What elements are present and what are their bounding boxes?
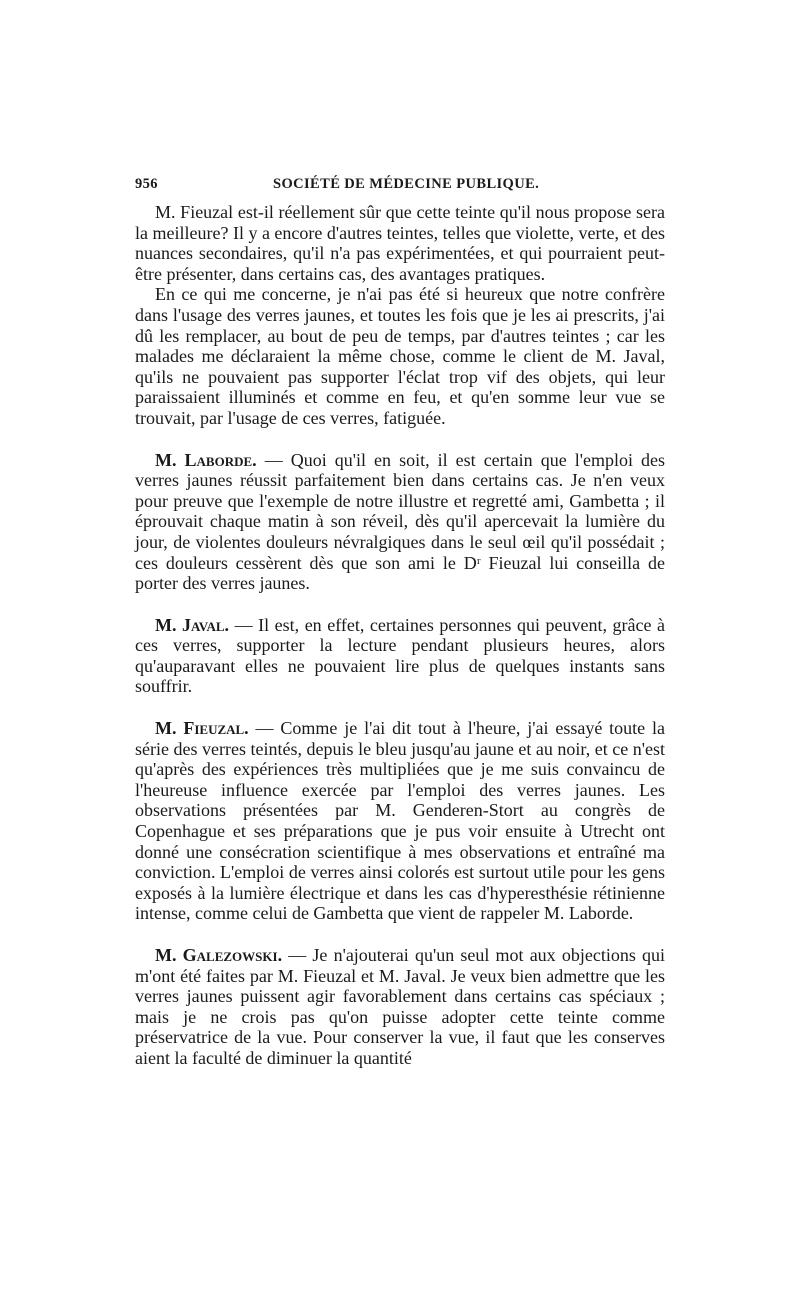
speaker-name: M. Fieuzal. <box>155 718 249 739</box>
page-number: 956 <box>135 176 158 192</box>
paragraph-text: — Quoi qu'il en soit, il est certain que l'emploi des verres jaunes réussit parfaitement bien dans certains cas. Je n'en veux pour preuve que l'exemple de notre illustre et regretté ami, Gambetta ; il éprouvait chaque matin à son réveil, dès qu'il apercevait la lumière du jour, de violentes douleurs névralgiques dans le seul œil qu'il possédait ; ces douleurs cessèrent dès que son ami le Dʳ Fieuzal lui conseilla de porter des verres jaunes. <box>135 449 665 594</box>
running-title: SOCIÉTÉ DE MÉDECINE PUBLIQUE. <box>273 176 540 192</box>
book-page <box>135 176 665 1069</box>
paragraph-galezowski-experience <box>135 284 665 428</box>
speaker-name: M. Laborde. <box>155 449 257 470</box>
paragraph-gap <box>135 697 665 718</box>
paragraph-fieuzal-question <box>135 202 665 284</box>
paragraph-galezowski <box>135 945 665 1069</box>
paragraph-text: — Il est, en effet, certaines personnes qui peuvent, grâce à ces verres, supporter la lecture pendant plusieurs heures, alors qu'auparavant elles ne pouvaient lire plus de quelques instants sans souffrir. <box>135 614 665 697</box>
paragraph-laborde <box>135 450 665 594</box>
paragraph-text: En ce qui me concerne, je n'ai pas été si heureux que notre confrère dans l'usage des verres jaunes, et toutes les fois que je les ai prescrits, j'ai dû les remplacer, au bout de peu de temps, par d'autres teintes ; car les malades me déclaraient la même chose, comme le client de M. Javal, qu'ils ne pouvaient pas supporter l'éclat trop vif des objets, qui leur paraissaient illuminés et comme en feu, et qu'en somme leur vue se trouvait, par l'usage de ces verres, fatiguée. <box>135 284 665 428</box>
paragraph-gap <box>135 594 665 615</box>
speaker-name: M. Galezowski. <box>155 945 283 965</box>
paragraph-text: M. Fieuzal est-il réellement sûr que cette teinte qu'il nous propose sera la meilleure? Il y a encore d'autres teintes, telles que violette, verte, et des nuances secondaires, qu'il n'a pas expérimentées, et qui pourraient peut-être présenter, dans certains cas, des avantages pratiques. <box>135 202 666 284</box>
paragraph-javal <box>135 615 665 697</box>
paragraph-gap <box>135 924 665 945</box>
paragraph-text: — Je n'ajouterai qu'un seul mot aux objections qui m'ont été faites par M. Fieuzal et M. Javal. Je veux bien admettre que les verres jaunes puissent agir favorablement dans certains cas spéciaux ; mais je ne crois pas qu'on puisse adopter cette teinte comme préservatrice de la vue. Pour conserver la vue, il faut que les conserves aient la faculté de diminuer la quantité <box>135 945 666 1068</box>
page-header <box>135 176 665 202</box>
paragraph-text: — Comme je l'ai dit tout à l'heure, j'ai essayé toute la série des verres teintés, depuis le bleu jusqu'au jaune et au noir, et ce n'est qu'après des expériences très multipliées que je me suis convaincu de l'heureuse influence exercée par l'emploi des verres jaunes. Les observations présentées par M. Genderen-Stort au congrès de Copenhague et ses préparations que je pus voir ensuite à Utrecht ont donné une consécration scientifique à mes observations et entraîné ma conviction. L'emploi de verres ainsi colorés est surtout utile pour les gens exposés à la lumière électrique et dans les cas d'hyperesthésie rétinienne intense, comme celui de Gambetta que vient de rappeler M. Laborde. <box>135 718 665 924</box>
paragraph-gap <box>135 429 665 450</box>
paragraph-fieuzal <box>135 718 665 924</box>
speaker-name: M. Javal. <box>155 614 230 635</box>
